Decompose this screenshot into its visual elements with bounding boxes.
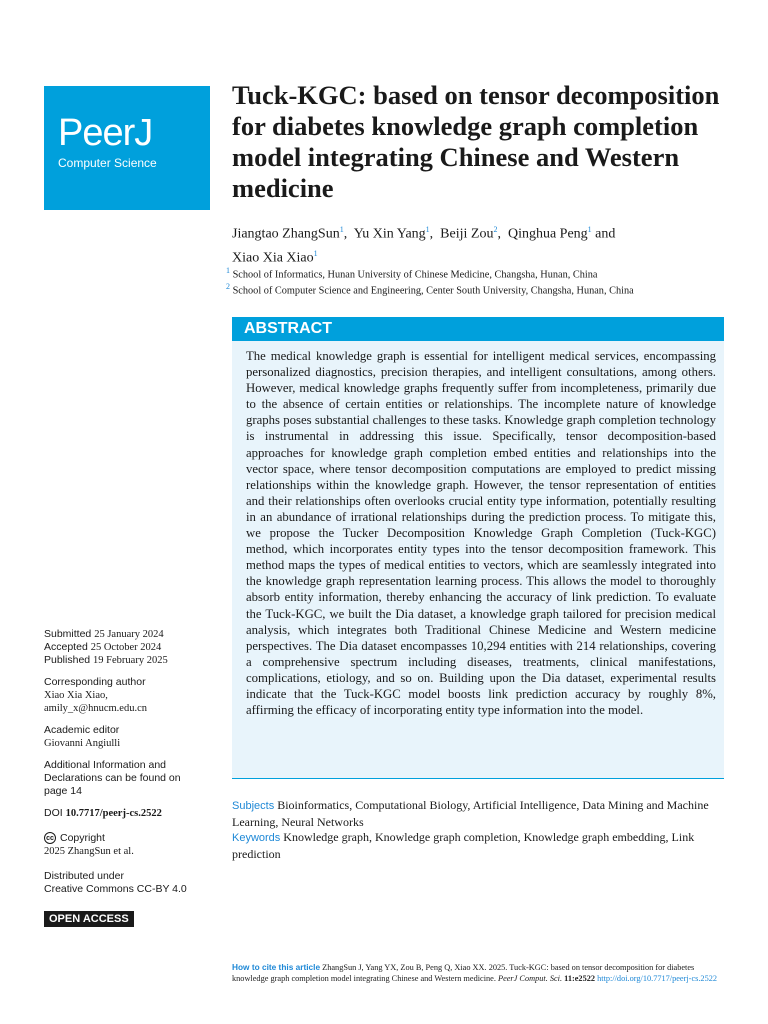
- published-label: Published: [44, 654, 91, 666]
- author-affiliation-mark: 1: [339, 225, 344, 234]
- keywords-label: Keywords: [232, 832, 281, 844]
- submission-dates: [44, 628, 219, 667]
- corresponding-email[interactable]: amily_x@hnucm.edu.cn: [44, 703, 147, 714]
- academic-editor: [44, 724, 219, 750]
- subjects-label: Subjects: [232, 800, 275, 812]
- accepted-label: Accepted: [44, 641, 88, 653]
- corresponding-author: [44, 676, 219, 715]
- citation-doi-link[interactable]: http://doi.org/10.7717/peerj-cs.2522: [597, 973, 718, 983]
- author-affiliation-mark: 1: [313, 248, 318, 258]
- copyright: [44, 832, 219, 858]
- citation-journal: PeerJ Comput. Sci.: [498, 973, 563, 983]
- peerj-logo: [44, 86, 210, 210]
- author-name[interactable]: Beiji Zou: [440, 226, 494, 242]
- authors-conjunction: and: [595, 226, 616, 242]
- license-link[interactable]: Creative Commons CC-BY 4.0: [44, 883, 187, 895]
- author-list: Jiangtao ZhangSun$^1$, Yu Xin Yang$^1$, Beiji Zou$^2$, Qinghua Peng$^1$ and Xiao Xia Xiao$^1$: [232, 225, 616, 266]
- author-name[interactable]: Xiao Xia Xiao: [232, 250, 314, 266]
- license: [44, 870, 219, 896]
- author-name[interactable]: Yu Xin Yang: [353, 226, 426, 242]
- author-name[interactable]: Jiangtao ZhangSun: [232, 226, 340, 242]
- abstract-heading: ABSTRACT: [232, 317, 724, 341]
- affiliation-number: 2: [226, 282, 230, 291]
- doi-label: DOI: [44, 807, 63, 819]
- citation-volume: 11:e2522: [564, 973, 596, 983]
- keywords-text: Knowledge graph, Knowledge graph completion, Knowledge graph embedding, Link prediction: [232, 830, 695, 861]
- logo-brand: PeerJ: [58, 112, 153, 154]
- keywords: [232, 829, 722, 862]
- subjects: [232, 797, 722, 830]
- corresponding-label: Corresponding author: [44, 676, 146, 688]
- doi: [44, 807, 219, 820]
- published-date: 19 February 2025: [93, 655, 168, 666]
- open-access-badge: OPEN ACCESS: [44, 911, 134, 927]
- additional-information[interactable]: Additional Information and Declarations can be found on page 14: [44, 759, 181, 797]
- citation-text: ZhangSun J, Yang YX, Zou B, Peng Q, Xiao XX. 2025. Tuck-KGC: based on tensor decomposition for diabetes knowledge graph completion model integrating Chinese and Western medicine.: [232, 963, 695, 983]
- affiliation-text: School of Computer Science and Engineering, Center South University, Changsha, Hunan, China: [232, 285, 634, 297]
- license-line1: Distributed under: [44, 870, 124, 882]
- logo-subtitle: Computer Science: [58, 156, 157, 170]
- citation-label: How to cite this article: [232, 962, 321, 972]
- subjects-text: Bioinformatics, Computational Biology, Artificial Intelligence, Data Mining and Machine Learning, Neural Networks: [232, 798, 709, 829]
- copyright-text: 2025 ZhangSun et al.: [44, 846, 134, 857]
- affiliation-text: School of Informatics, Hunan University of Chinese Medicine, Changsha, Hunan, China: [232, 269, 598, 281]
- article-title: Tuck-KGC: based on tensor decomposition for diabetes knowledge graph completion model integrating Chinese and Western medicine: [232, 80, 720, 203]
- editor-label: Academic editor: [44, 724, 120, 736]
- corresponding-name: Xiao Xia Xiao,: [44, 690, 108, 701]
- author-name[interactable]: Qinghua Peng: [507, 226, 588, 242]
- author-affiliation-mark: 1: [425, 225, 430, 234]
- author-affiliation-mark: 1: [587, 225, 592, 234]
- submitted-label: Submitted: [44, 628, 92, 640]
- citation: [232, 962, 722, 984]
- doi-link[interactable]: 10.7717/peerj-cs.2522: [65, 808, 162, 819]
- author-affiliation-mark: 2: [493, 225, 498, 234]
- abstract-box: [232, 341, 724, 779]
- accepted-date: 25 October 2024: [90, 642, 162, 653]
- abstract-text: The medical knowledge graph is essential for intelligent medical services, encompassing personalized diagnostics, precision therapies, and intelligent consultations, among others. However, medical knowledge graphs frequently suffer from incompleteness, primarily due to the absence of certain entities or relationships. The incomplete nature of knowledge graphs poses substantial challenges to these tasks. Knowledge graph completion technology is instrumental in addressing this issue. Specifically, tensor decomposition-based approaches for knowledge graph completion embed entities and relationships into the vector space, where tensor decomposition computations are employed to predict missing relationships within the knowledge graph. However, the tensor representation of entities and their relationships often overlooks crucial entity type information, potentially resulting in an abundance of irrational relationships during the prediction process. To mitigate this, we propose the Tucker Decomposition Knowledge Graph Completion (Tuck-KGC) method, which incorporates entity types into the tensor decomposition framework. This method maps the types of medical entities to vectors, which are seamlessly integrated into the knowledge graph representation learning process. This allows the model to thoroughly absorb entity information, thereby enhancing the accuracy of link prediction. To evaluate the Tuck-KGC, we built the Dia dataset, a knowledge graph tailored for precision medical analysis, which integrates both Traditional Chinese Medicine and Western medicine perspectives. The Dia dataset encompasses 10,294 entities with 214 relationships, covering a comprehensive spectrum including diseases, treatments, clinical manifestations, complications, etiology, and so on. Building upon the Dia dataset, experimental results indicate that the Tuck-KGC model boosts link prediction accuracy by roughly 8%, affirming the efficacy of incorporating entity type information into the model.: [246, 349, 716, 718]
- editor-name: Giovanni Angiulli: [44, 738, 121, 749]
- affiliation: [226, 280, 746, 298]
- copyright-label: Copyright: [60, 832, 105, 844]
- affiliation-number: 1: [226, 266, 230, 275]
- submitted-date: 25 January 2024: [94, 629, 164, 640]
- copyright-icon: cc: [44, 832, 56, 844]
